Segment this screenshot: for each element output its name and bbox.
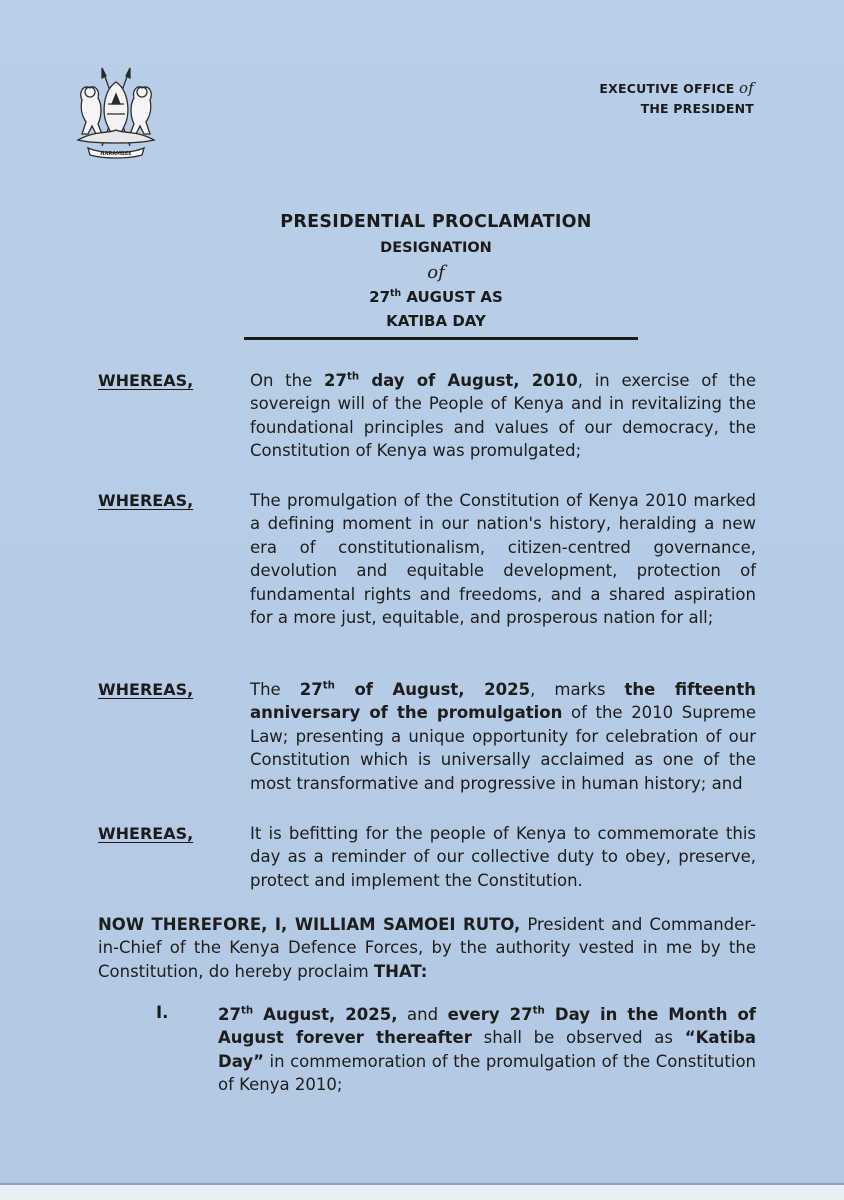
w3-text-c: of the 2010 Supreme Law; presenting a unique opportunity for celebration of our Constitution which is universally acclaimed as one of the most transformative and progressive in human history; and xyxy=(250,703,756,793)
i1-text-observed: shall be observed as xyxy=(471,1028,685,1048)
proclamation-statement xyxy=(98,913,756,983)
office-of: of xyxy=(739,79,754,97)
whereas-label-3: WHEREAS, xyxy=(98,680,194,699)
w3-sup: th xyxy=(322,680,335,692)
title-date-rest: AUGUST AS xyxy=(401,288,503,306)
designation-heading: DESIGNATION xyxy=(380,240,492,256)
whereas-paragraph-2: The promulgation of the Constitution of Kenya 2010 marked a defining moment in our nation's history, heralding a new era of constitutionalism, citizen-centred governance, devolution and equitable development, protection of fundamental rights and freedoms, and a shared aspiration for a more just, equitable, and prosperous nation for all; xyxy=(250,491,756,628)
whereas-label-2: WHEREAS, xyxy=(98,491,194,510)
title-day: 27 xyxy=(369,288,391,306)
executive-office-header xyxy=(599,78,754,119)
crest-motto: HARAMBEE xyxy=(100,151,132,157)
i1-bold-date: August, 2025, xyxy=(253,1005,398,1024)
whereas-paragraph-1 xyxy=(250,369,756,463)
w3-bold-anniversary: the fifteenth anniversary of the promulgation xyxy=(250,680,756,723)
i1-bold-katiba: “Katiba Day” xyxy=(218,1028,756,1071)
i1-bold-day: 27 xyxy=(218,1005,241,1024)
title-underline xyxy=(244,337,638,340)
w1-sup: th xyxy=(346,371,360,383)
w3-text-b: , marks xyxy=(530,680,625,699)
office-line2: THE PRESIDENT xyxy=(640,101,754,116)
w1-bold-date: day of August, 2010 xyxy=(359,371,578,390)
page-bottom-edge xyxy=(0,1185,844,1200)
i1-bold-every: every 27 xyxy=(447,1005,533,1024)
w1-bold-day: 27 xyxy=(323,371,347,390)
now-bold-that: THAT: xyxy=(373,961,428,981)
i1-text-and: and xyxy=(397,1005,448,1024)
katiba-day-heading: KATIBA DAY xyxy=(386,312,486,330)
w3-bold-day: 27 xyxy=(299,680,323,699)
whereas-label-1: WHEREAS, xyxy=(98,371,194,390)
kenya-coat-of-arms-icon xyxy=(68,60,164,160)
i1-sup-1: th xyxy=(240,1005,254,1017)
w3-bold-date: of August, 2025 xyxy=(334,680,531,699)
w1-text-b: , in exercise of the sovereign will of the People of Kenya and in revitalizing the foundational principles and values of our democracy, the Constitution of Kenya was promulgated; xyxy=(250,371,756,461)
title-date-line xyxy=(236,288,636,306)
now-text: President and Commander-in-Chief of the Kenya Defence Forces, by the authority vested in me by the Constitution, do hereby proclaim xyxy=(98,915,756,981)
i1-text-commemoration: in commemoration of the promulgation of the Constitution of Kenya 2010; xyxy=(218,1051,756,1095)
w1-text-a: On the xyxy=(250,371,324,390)
w3-text-a: The xyxy=(250,680,300,699)
i1-bold-month: Day in the Month of August forever thereafter xyxy=(218,1005,756,1048)
title-day-suffix: th xyxy=(390,288,402,299)
whereas-paragraph-3 xyxy=(250,678,756,795)
whereas-label-4: WHEREAS, xyxy=(98,824,194,843)
proclamation-item-1 xyxy=(218,1003,756,1097)
i1-sup-2: th xyxy=(532,1005,545,1017)
now-bold-name: NOW THEREFORE, I, WILLIAM SAMOEI RUTO, xyxy=(98,915,521,934)
proclamation-title: PRESIDENTIAL PROCLAMATION xyxy=(280,212,592,232)
office-line1: EXECUTIVE OFFICE xyxy=(599,81,735,96)
whereas-paragraph-4: It is befitting for the people of Kenya to commemorate this day as a reminder of our collective duty to obey, preserve, protect and implement the Constitution. xyxy=(250,824,756,890)
title-of: of xyxy=(427,262,445,283)
item-number-1: I. xyxy=(156,1003,169,1022)
